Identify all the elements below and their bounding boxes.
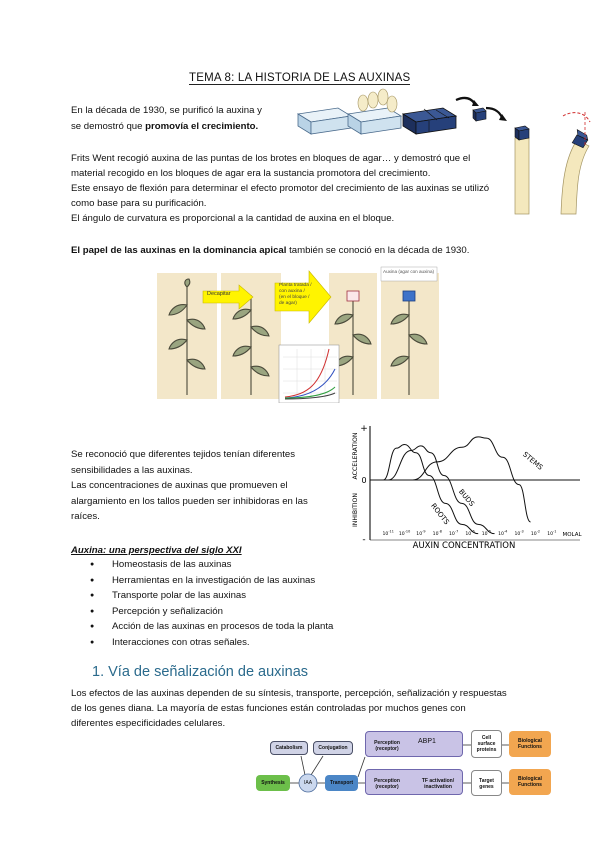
iaa-label: IAA — [303, 780, 313, 786]
perception-tf-box — [365, 769, 463, 795]
series-line-stems — [413, 437, 531, 522]
series-label-stems: STEMS — [521, 450, 545, 472]
decapitate-label: Decapitar — [207, 291, 231, 297]
list-item: ● Percepción y señalización — [88, 604, 333, 620]
apical-dominance-line — [71, 243, 469, 258]
biological-functions-box-2: Biological Functions — [509, 769, 551, 795]
x-tick-exponent: -3 — [520, 529, 524, 534]
list-item: ● Interacciones con otras señales. — [88, 635, 333, 651]
tissues-paragraph — [71, 447, 341, 525]
list-item: ● Homeostasis de las auxinas — [88, 557, 333, 573]
plain-agar-block — [347, 291, 359, 301]
x-tick-label: $10^{-1}$ — [547, 529, 557, 537]
y-label-inhibition: INHIBITION — [352, 492, 359, 528]
y-plus-label: + — [360, 424, 368, 434]
intro-line-2-text: se demostró que — [71, 121, 146, 132]
auxin-agar-block — [403, 291, 415, 301]
perspective-list — [88, 557, 333, 650]
x-tick-exponent: -9 — [422, 529, 426, 534]
catabolism-box: Catabolism — [270, 741, 308, 755]
auxin-pathway-diagram — [255, 727, 555, 807]
perception-2-label: Perception (receptor) — [374, 778, 400, 790]
list-item: ● Herramientas en la investigación de las auxinas — [88, 573, 333, 589]
section-line: de los genes diana. La mayoría de estas funciones están controladas por muchos genes con — [71, 703, 466, 714]
went-line: El ángulo de curvatura es proporcional a la cantidad de auxina en el bloque. — [71, 213, 395, 224]
went-line: Frits Went recogió auxina de las puntas de los brotes en bloques de agar… y demostró que el — [71, 153, 471, 164]
x-tick-label: $10^{-10}$ — [398, 529, 411, 537]
target-genes-box: Target genes — [471, 770, 502, 796]
x-tick-label: $10^{-11}$ — [382, 529, 394, 537]
tissues-line: sensibilidades a las auxinas. — [71, 464, 193, 476]
series-label-roots: ROOTS — [429, 501, 451, 527]
perception-1-label: Perception (receptor) — [374, 740, 400, 752]
x-tick-label: $10^{-2}$ — [530, 529, 541, 537]
x-tick-exponent: -4 — [503, 529, 508, 534]
series-label-buds: BUDS — [457, 487, 476, 509]
section-paragraph — [71, 686, 551, 731]
biological-functions-box-1: Biological Functions — [509, 731, 551, 757]
synthesis-box: Synthesis — [256, 775, 290, 791]
list-item: ● Acción de las auxinas en procesos de toda la planta — [88, 619, 333, 635]
went-paragraph — [71, 151, 541, 226]
inset-graph — [279, 345, 339, 403]
x-tick-label: $10^{-3}$ — [514, 529, 524, 537]
x-tick-exponent: -5 — [487, 529, 491, 534]
tf-label: TF activation/ inactivation — [421, 778, 455, 790]
x-tick-exponent: -6 — [471, 529, 475, 534]
y-minus-label: - — [362, 535, 366, 545]
treatment-arrow-text: Planta tratada / con auxina / (en el bloque / de agar) — [279, 283, 312, 306]
abp1-label: ABP1 — [418, 738, 436, 745]
apical-rest: también se conoció en la década de 1930. — [286, 245, 470, 256]
x-tick-label: $10^{-6}$ — [465, 529, 475, 537]
intro-line-1: En la década de 1930, se purificó la auxina y — [71, 105, 262, 116]
tissues-line: Se reconoció que diferentes tejidos tenían diferentes — [71, 449, 296, 460]
y-zero-label: 0 — [361, 476, 367, 485]
x-tick-label: $10^{-5}$ — [481, 529, 491, 537]
x-tick-exponent: -7 — [454, 529, 459, 534]
section-line: diferentes especificidades celulares. — [71, 718, 226, 729]
legend-text: Auxina (agar con auxina) — [383, 269, 435, 274]
arrow-1-icon — [456, 98, 475, 104]
page-title: TEMA 8: LA HISTORIA DE LAS AUXINAS — [189, 72, 411, 84]
transport-box: Transport — [325, 775, 358, 791]
intro-line-2-bold: promovía el crecimiento. — [145, 121, 259, 132]
perception-abp1-box — [365, 731, 463, 757]
x-tick-label: $10^{-7}$ — [449, 529, 459, 537]
went-line: Este ensayo de flexión para determinar el efecto promotor del crecimiento de las auxinas se utilizó — [71, 183, 490, 194]
small-agar-block — [473, 108, 486, 121]
x-tick-label: $10^{-8}$ — [432, 529, 442, 537]
agar-block-2-with-tips — [348, 89, 401, 134]
x-tick-exponent: -1 — [553, 529, 557, 534]
went-line: como base para su purificación. — [71, 198, 207, 209]
x-tick-exponent: -10 — [404, 529, 411, 534]
agar-block-cut — [403, 108, 456, 134]
apical-dominance-figure — [157, 265, 441, 403]
y-label-acceleration: ACCELERATION — [352, 432, 359, 480]
x-axis-label: AUXIN CONCENTRATION — [412, 541, 516, 550]
perspective-heading: Auxina: una perspectiva del siglo XXI — [71, 545, 242, 556]
x-tick-exponent: -11 — [388, 529, 394, 534]
list-item: ● Transporte polar de las auxinas — [88, 588, 333, 604]
section-line: Los efectos de las auxinas dependen de su síntesis, transporte, percepción, señalización y respuestas — [71, 688, 507, 699]
coleoptile-bent — [561, 112, 590, 214]
x-tick-exponent: -2 — [536, 529, 541, 534]
x-tick-label: $10^{-9}$ — [416, 529, 426, 537]
intro-line-2 — [71, 119, 258, 134]
tissues-line: alargamiento en los tallos pueden ser inhibidoras en las — [71, 495, 308, 507]
x-unit-label: MOLAL — [562, 532, 582, 538]
went-line: material recogido en los bloques de agar era la sustancia promotora del crecimiento. — [71, 168, 431, 179]
cell-surface-box: Cell surface proteins — [471, 730, 502, 758]
x-tick-label: $10^{-4}$ — [498, 529, 508, 537]
conjugation-box: Conjugation — [313, 741, 353, 755]
auxin-sensitivity-chart — [340, 422, 592, 550]
tissues-line: Las concentraciones de auxinas que promueven el — [71, 480, 288, 491]
tissues-line: raíces. — [71, 511, 100, 522]
section-heading: 1. Vía de señalización de auxinas — [92, 664, 309, 680]
x-tick-exponent: -8 — [438, 529, 442, 534]
apical-bold: El papel de las auxinas en la dominancia apical — [71, 245, 287, 256]
angle-arc-icon — [563, 113, 590, 122]
agar-block-1 — [298, 108, 351, 134]
